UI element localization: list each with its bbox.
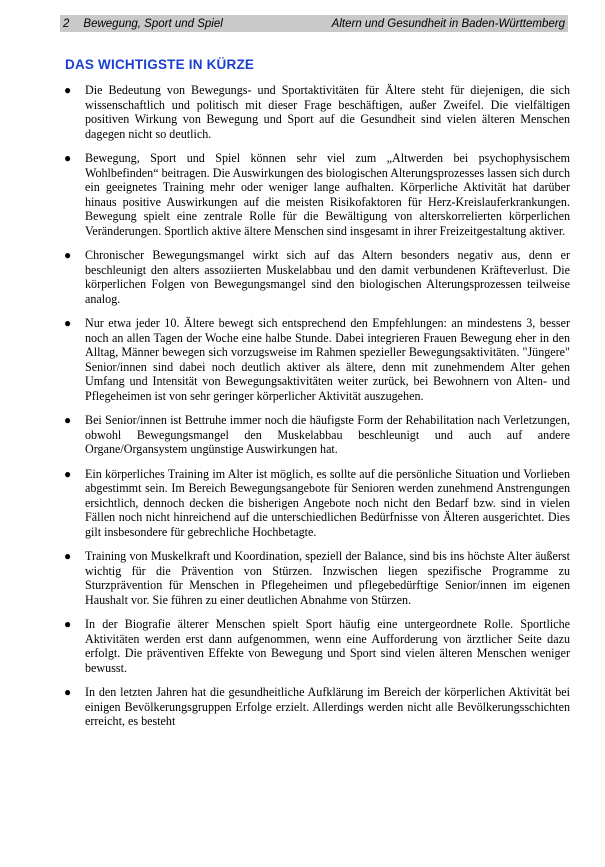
bullet-icon: ● <box>64 617 72 631</box>
bullet-icon: ● <box>64 248 72 262</box>
list-item-text: Nur etwa jeder 10. Ältere bewegt sich entsprechend den Empfehlungen: an mindestens 3, besser noch an allen Tagen der Woche eine halbe Stunde. Dabei integrieren Frauen Bewegung eher in den Alltag, Männer bewegen sich vorzugsweise im Rahmen spezieller Bewegungsaktivitäten. "Jüngere" Senior/innen sind dabei noch deutlich aktiver als ältere, denn mit zunehmendem Alter gehen Umfang und Intensität von Bewegungsaktivitäten weiter zurück, bei Bewohnern von Alten- und Pflegeheimen ist von sehr geringer körperlicher Aktivität auszugehen. <box>85 316 570 403</box>
list-item-text: Bei Senior/innen ist Bettruhe immer noch die häufigste Form der Rehabilitation nach Verletzungen, obwohl Bewegungsmangel den Muskelabbau beschleunigt und auch auf andere Organe/Organsystem ungünstige Auswirkungen hat. <box>85 413 570 456</box>
list-item <box>60 685 570 729</box>
bullet-icon: ● <box>64 316 72 330</box>
list-item <box>60 83 570 141</box>
page-title: DAS WICHTIGSTE IN KÜRZE <box>65 57 255 72</box>
list-item-text: Ein körperliches Training im Alter ist möglich, es sollte auf die persönliche Situation und Vorlieben abgestimmt sein. Im Bereich Bewegungsangebote für Senioren werden zunehmend Anstrengungen ersichtlich, dennoch decken die bisherigen Angebote noch nicht den Bedarf bzw. sind in vielen Fällen noch nicht hinreichend auf die unterschiedlichen Bedürfnisse von Älteren ausgerichtet. Dies gilt insbesondere für gebrechliche Hochbetagte. <box>85 466 570 539</box>
bullet-icon: ● <box>64 83 72 97</box>
list-item-text: In den letzten Jahren hat die gesundheitliche Aufklärung im Bereich der körperlichen Aktivität bei einigen Bevölkerungsgruppen Erfolge erzielt. Allerdings werden nicht alle Bevölkerungsschichten erreicht, es besteht <box>85 685 570 728</box>
list-item <box>60 151 570 238</box>
bullet-icon: ● <box>64 413 72 427</box>
page-number: 2 <box>63 17 70 30</box>
list-item-text: Training von Muskelkraft und Koordination, speziell der Balance, sind bis ins höchste Alter äußerst wichtig für die Prävention von Stürzen. Inzwischen liegen spezifische Programme zu Sturzprävention für Menschen in Pflegeheimen und pflegebedürftige Senior/innen im eigenen Haushalt vor. Sie führen zu einer deutlichen Abnahme von Stürzen. <box>85 549 570 607</box>
bullet-icon: ● <box>64 466 72 481</box>
header-left <box>63 18 223 30</box>
list-item <box>60 617 570 675</box>
list-item <box>60 413 570 457</box>
publication-title: Altern und Gesundheit in Baden-Württemberg <box>331 17 565 30</box>
bullet-icon: ● <box>64 151 72 165</box>
bullet-icon: ● <box>64 549 72 563</box>
list-item <box>60 316 570 403</box>
section-title: Bewegung, Sport und Spiel <box>83 17 223 30</box>
list-item <box>60 549 570 607</box>
bullet-list <box>60 83 570 739</box>
list-item-text: In der Biografie älterer Menschen spielt Sport häufig eine untergeordnete Rolle. Sportliche Aktivitäten werden erst dann aufgenommen, wenn eine Aufforderung von ärztlicher Seite dazu erfolgt. Die präventiven Effekte von Bewegung und Sport sind vielen älteren Menschen weniger bewusst. <box>85 617 570 675</box>
bullet-icon: ● <box>64 685 72 699</box>
list-item <box>60 467 570 540</box>
list-item-text: Chronischer Bewegungsmangel wirkt sich auf das Altern besonders negativ aus, denn er beschleunigt den alters assoziierten Muskelabbau und den damit verbundenen Kräfteverlust. Die körperlichen Folgen von Bewegungsmangel sind den biologischen Alterungsprozessen teilweise analog. <box>85 248 570 306</box>
list-item-text: Bewegung, Sport und Spiel können sehr viel zum „Altwerden bei psychophysischem Wohlbefinden“ beitragen. Die Auswirkungen des biologischen Alterungsprozesses lassen sich durch ein geeignetes Training mehr oder weniger lange aufhalten. Körperliche Aktivität hat darüber hinaus positive Auswirkungen auf die meisten Risikofaktoren für Herz-Kreislauferkrankungen. Bewegung spielt eine zentrale Rolle für die Bewältigung von alterskorrelierten körperlichen Veränderungen. Sportlich aktive ältere Menschen sind insgesamt in ihrer Freizeitgestaltung aktiver. <box>85 151 570 238</box>
list-item <box>60 248 570 306</box>
running-header <box>60 15 568 32</box>
list-item-text: Die Bedeutung von Bewegungs- und Sportaktivitäten für Ältere steht für diejenigen, die sich wissenschaftlich und politisch mit dieser Frage beschäftigen, außer Zweifel. Die vielfältigen positiven Wirkung von Bewegung und Sport auf die Gesundheit sind vielen älteren Menschen dagegen nicht so deutlich. <box>85 83 570 141</box>
